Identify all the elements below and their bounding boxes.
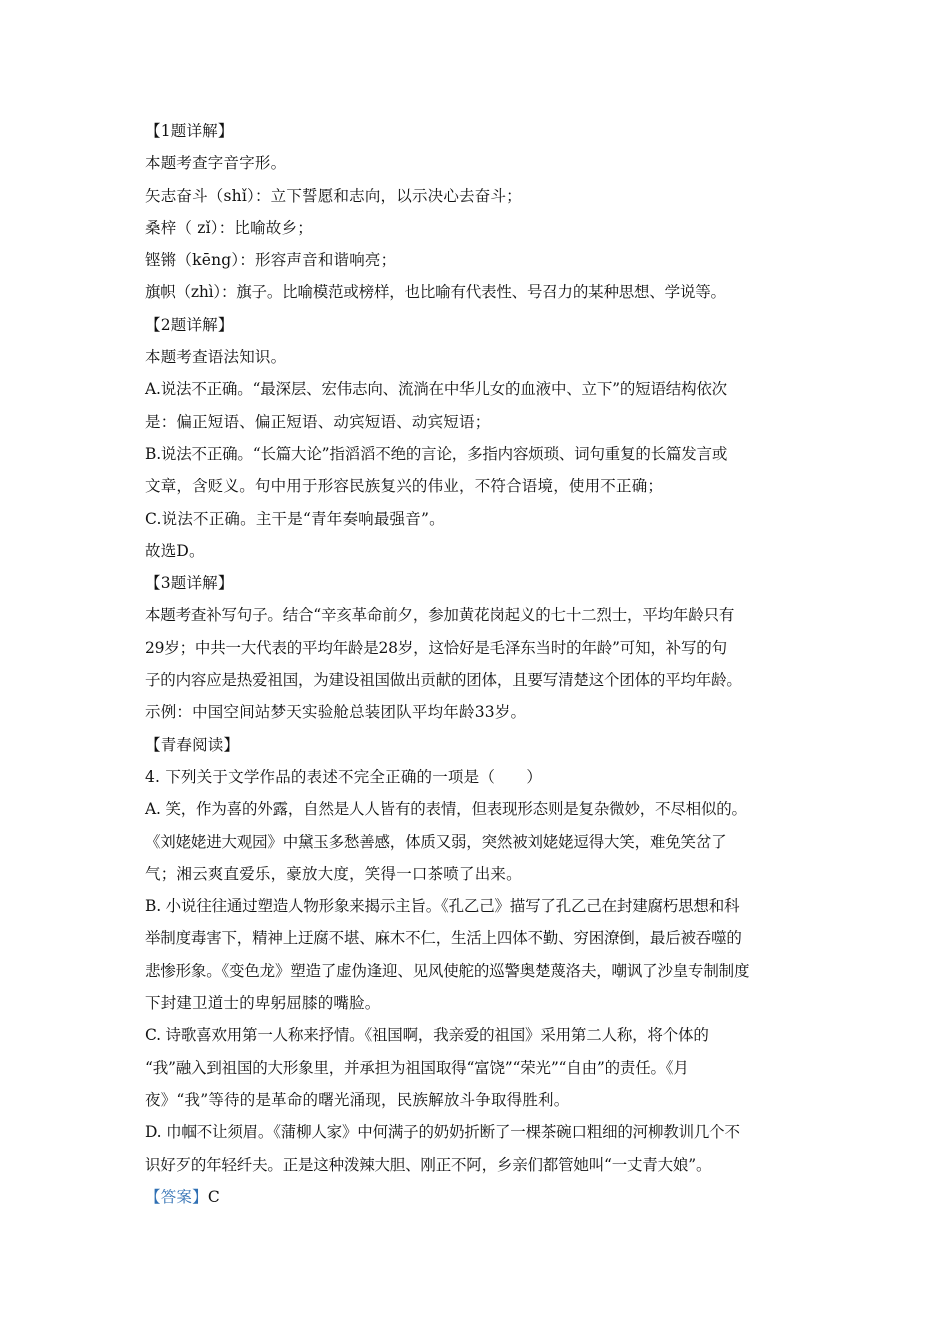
q2-line: C.说法不正确。主干是“青年奏响最强音”。 bbox=[145, 509, 445, 528]
q4-option-b: B. 小说往往通过塑造人物形象来揭示主旨。《孔乙己》描写了孔乙己在封建腐朽思想和科 bbox=[145, 897, 740, 916]
section-heading: 【青春阅读】 bbox=[145, 735, 240, 754]
q4-stem: 4. 下列关于文学作品的表述不完全正确的一项是（ ） bbox=[145, 767, 543, 786]
answer-value: C bbox=[207, 1187, 220, 1206]
q3-line: 子的内容应是热爱祖国，为建设祖国做出贡献的团体，且要写清楚这个团体的平均年龄。 bbox=[145, 671, 742, 690]
q4-option-b: 悲惨形象。《变色龙》塑造了虚伪逢迎、见风使舵的巡警奥楚蔑洛夫，嘲讽了沙皇专制制度 bbox=[145, 961, 750, 980]
q4-option-c: 夜》“我”等待的是革命的曙光涌现，民族解放斗争取得胜利。 bbox=[145, 1090, 570, 1109]
q1-item-shizhi: 矢志奋斗（shǐ）：立下誓愿和志向，以示决心去奋斗； bbox=[145, 186, 522, 205]
q4-option-d: D. 巾帼不让须眉。《蒲柳人家》中何满子的奶奶折断了一棵茶碗口粗细的河柳教训几个不 bbox=[145, 1123, 740, 1142]
q3-line: 示例：中国空间站梦天实验舱总装团队平均年龄33岁。 bbox=[145, 703, 527, 722]
q4-option-b: 下封建卫道士的卑躬屈膝的嘴脸。 bbox=[145, 994, 381, 1013]
q2-line: 是：偏正短语、偏正短语、动宾短语、动宾短语； bbox=[145, 412, 491, 431]
q1-intro: 本题考查字音字形。 bbox=[145, 154, 287, 173]
q3-line: 本题考查补写句子。结合“辛亥革命前夕，参加黄花岗起义的七十二烈士，平均年龄只有 bbox=[145, 606, 735, 625]
q2-heading: 【2题详解】 bbox=[145, 315, 234, 334]
answer-tag: 【答案】 bbox=[145, 1187, 208, 1206]
q4-option-c: “我”融入到祖国的大形象里，并承担为祖国取得“富饶”“荣光”“自由”的责任。《月 bbox=[145, 1058, 689, 1077]
q4-option-a: A. 笑，作为喜的外露，自然是人人皆有的表情，但表现形态则是复杂微妙，不尽相似的。 bbox=[145, 800, 747, 819]
q4-option-c: C. 诗歌喜欢用第一人称来抒情。《祖国啊，我亲爱的祖国》采用第二人称，将个体的 bbox=[145, 1026, 709, 1045]
q3-heading: 【3题详解】 bbox=[145, 574, 234, 593]
q2-line: 故选D。 bbox=[145, 541, 205, 560]
q2-intro: 本题考查语法知识。 bbox=[145, 348, 287, 367]
q4-option-a: 气；湘云爽直爱乐，豪放大度，笑得一口茶喷了出来。 bbox=[145, 864, 522, 883]
q4-option-a: 《刘姥姥进大观园》中黛玉多愁善感，体质又弱，突然被刘姥姥逗得大笑，难免笑岔了 bbox=[145, 832, 727, 851]
q2-line: 文章，含贬义。句中用于形容民族复兴的伟业，不符合语境，使用不正确； bbox=[145, 477, 664, 496]
q4-option-d: 识好歹的年轻纤夫。正是这种泼辣大胆、刚正不阿，乡亲们都管她叫“一丈青大娘”。 bbox=[145, 1155, 712, 1174]
q4-answer bbox=[145, 1181, 815, 1213]
q2-line: A.说法不正确。“最深层、宏伟志向、流淌在中华儿女的血液中、立下”的短语结构依次 bbox=[145, 380, 727, 399]
q1-item-kengqiang: 铿锵（kēng）：形容声音和谐响亮； bbox=[145, 251, 397, 270]
document-page bbox=[145, 115, 815, 1213]
q1-item-sangzi: 桑梓（ zǐ）：比喻故乡； bbox=[145, 218, 313, 237]
q1-heading: 【1题详解】 bbox=[145, 122, 234, 140]
q2-line: B.说法不正确。“长篇大论”指滔滔不绝的言论，多指内容烦琐、词句重复的长篇发言或 bbox=[145, 444, 728, 463]
q1-item-qizhi: 旗帜（zhì）：旗子。比喻模范或榜样，也比喻有代表性、号召力的某种思想、学说等。 bbox=[145, 283, 726, 302]
q4-option-b: 举制度毒害下，精神上迂腐不堪、麻木不仁，生活上四体不勤、穷困潦倒，最后被吞噬的 bbox=[145, 929, 742, 948]
q3-line: 29岁；中共一大代表的平均年龄是28岁，这恰好是毛泽东当时的年龄”可知，补写的句 bbox=[145, 638, 727, 657]
